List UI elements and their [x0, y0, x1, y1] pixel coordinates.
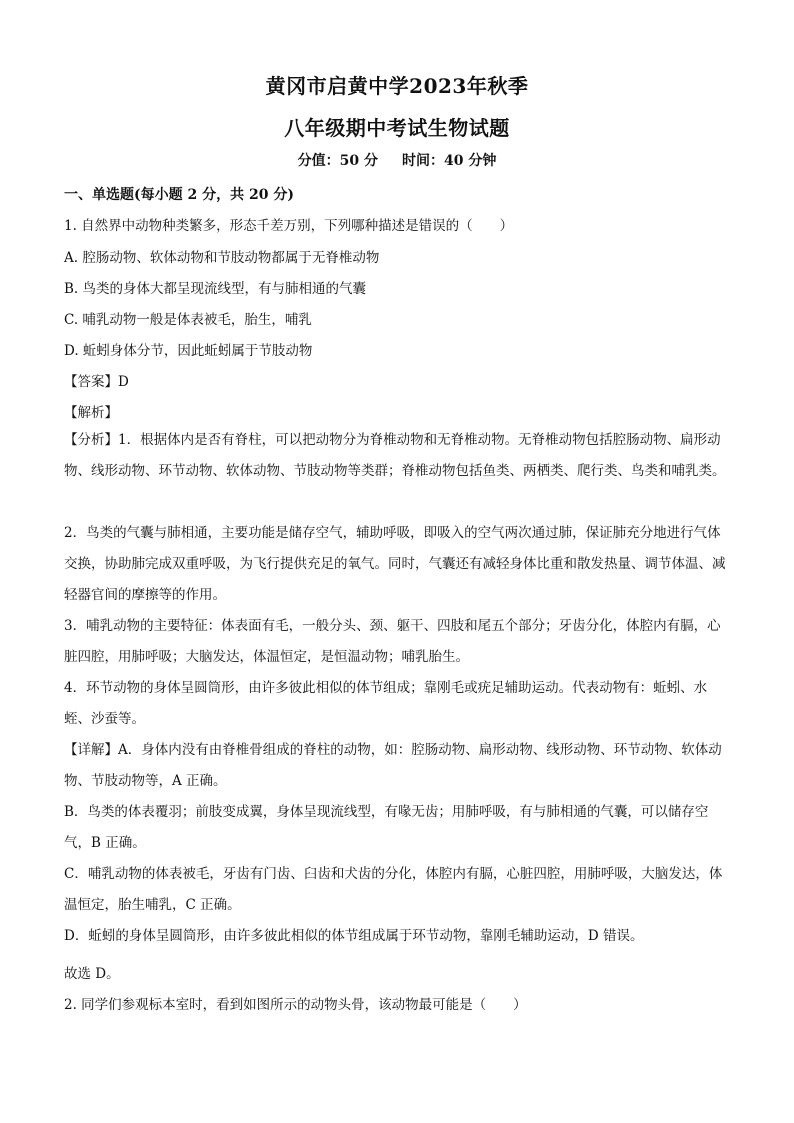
question-1-option-d: D. 蚯蚓身体分节，因此蚯蚓属于节肢动物 [64, 343, 313, 359]
detail-d: D．蚯蚓的身体呈圆筒形，由许多彼此相似的体节组成属于环节动物，靠刚毛辅助运动，D 错误。 [64, 928, 644, 944]
analysis-point-4: 4．环节动物的身体呈圆筒形，由许多彼此相似的体节组成；靠刚毛或疣足辅助运动。代表动物有：蚯蚓、水蛭、沙蚕等。 [64, 680, 708, 727]
question-1-option-c: C. 哺乳动物一般是体表被毛，胎生，哺乳 [64, 312, 312, 328]
question-2-stem: 2. 同学们参观标本室时，看到如图所示的动物头骨，该动物最可能是（ ） [64, 997, 527, 1013]
time-info: 时间：40 分钟 [402, 153, 497, 169]
detail-b: B．鸟类的体表覆羽；前肢变成翼，身体呈现流线型，有喙无齿；用肺呼吸，有与肺相通的气囊，可以储存空气，B 正确。 [64, 804, 709, 851]
detail-c: C．哺乳动物的体表被毛，牙齿有门齿、臼齿和犬齿的分化，体腔内有膈，心脏四腔，用肺呼吸，大脑发达，体温恒定，胎生哺乳，C 正确。 [64, 866, 723, 913]
score-info: 分值：50 分 [297, 153, 378, 169]
analysis-point-1: 【分析】1．根据体内是否有脊柱，可以把动物分为脊椎动物和无脊椎动物。无脊椎动物包括腔肠动物、扁形动物、线形动物、环节动物、软体动物、节肢动物等类群；脊椎动物包括鱼类、两栖类、爬行类、鸟类和哺乳类。 [64, 432, 726, 479]
question-1-option-b: B. 鸟类的身体大都呈现流线型，有与肺相通的气囊 [64, 281, 367, 297]
detail-a: 【详解】A．身体内没有由脊椎骨组成的脊柱的动物，如：腔肠动物、扁形动物、线形动物、环节动物、软体动物、节肢动物等，A 正确。 [64, 742, 722, 789]
exam-meta [0, 150, 794, 170]
question-1-conclusion: 故选 D。 [64, 966, 120, 982]
section-heading: 一、单选题(每小题 2 分，共 20 分) [64, 187, 294, 203]
exam-title: 黄冈市启黄中学2023年秋季 [265, 74, 529, 98]
question-1-explain-label: 【解析】 [64, 405, 118, 421]
analysis-point-2: 2．鸟类的气囊与肺相通，主要功能是储存空气，辅助呼吸，即吸入的空气两次通过肺，保证肺充分地进行气体交换，协助肺完成双重呼吸，为飞行提供充足的氧气。同时，气囊还有减轻身体比重和散发热量、调节体温、减轻器官间的摩擦等的作用。 [64, 525, 726, 603]
analysis-point-3: 3．哺乳动物的主要特征：体表面有毛，一般分头、颈、躯干、四肢和尾五个部分；牙齿分化，体腔内有膈，心脏四腔，用肺呼吸；大脑发达，体温恒定，是恒温动物；哺乳胎生。 [64, 618, 721, 665]
exam-subtitle: 八年级期中考试生物试题 [284, 116, 510, 140]
question-1-option-a: A. 腔肠动物、软体动物和节肢动物都属于无脊椎动物 [64, 250, 380, 266]
question-1-stem: 1. 自然界中动物种类繁多，形态千差万别，下列哪种描述是错误的（ ） [64, 218, 514, 234]
question-1-answer: 【答案】D [64, 374, 129, 390]
